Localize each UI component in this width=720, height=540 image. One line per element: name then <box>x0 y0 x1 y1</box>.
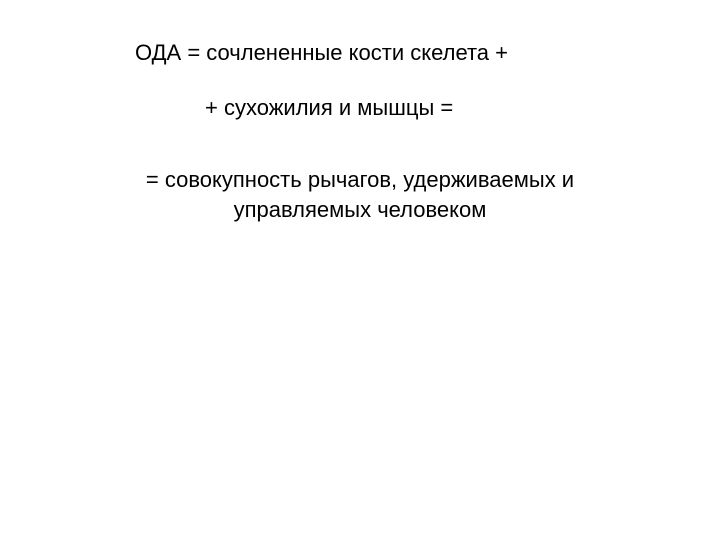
statement-paragraph-3 <box>100 165 620 225</box>
statement-line-3b: управляемых человеком <box>233 197 487 222</box>
statement-line-1: ОДА = сочлененные кости скелета + <box>135 40 508 65</box>
statement-line-2: + сухожилия и мышцы = <box>205 95 454 120</box>
statement-line-3a: = совокупность рычагов, удерживаемых и <box>145 167 575 192</box>
